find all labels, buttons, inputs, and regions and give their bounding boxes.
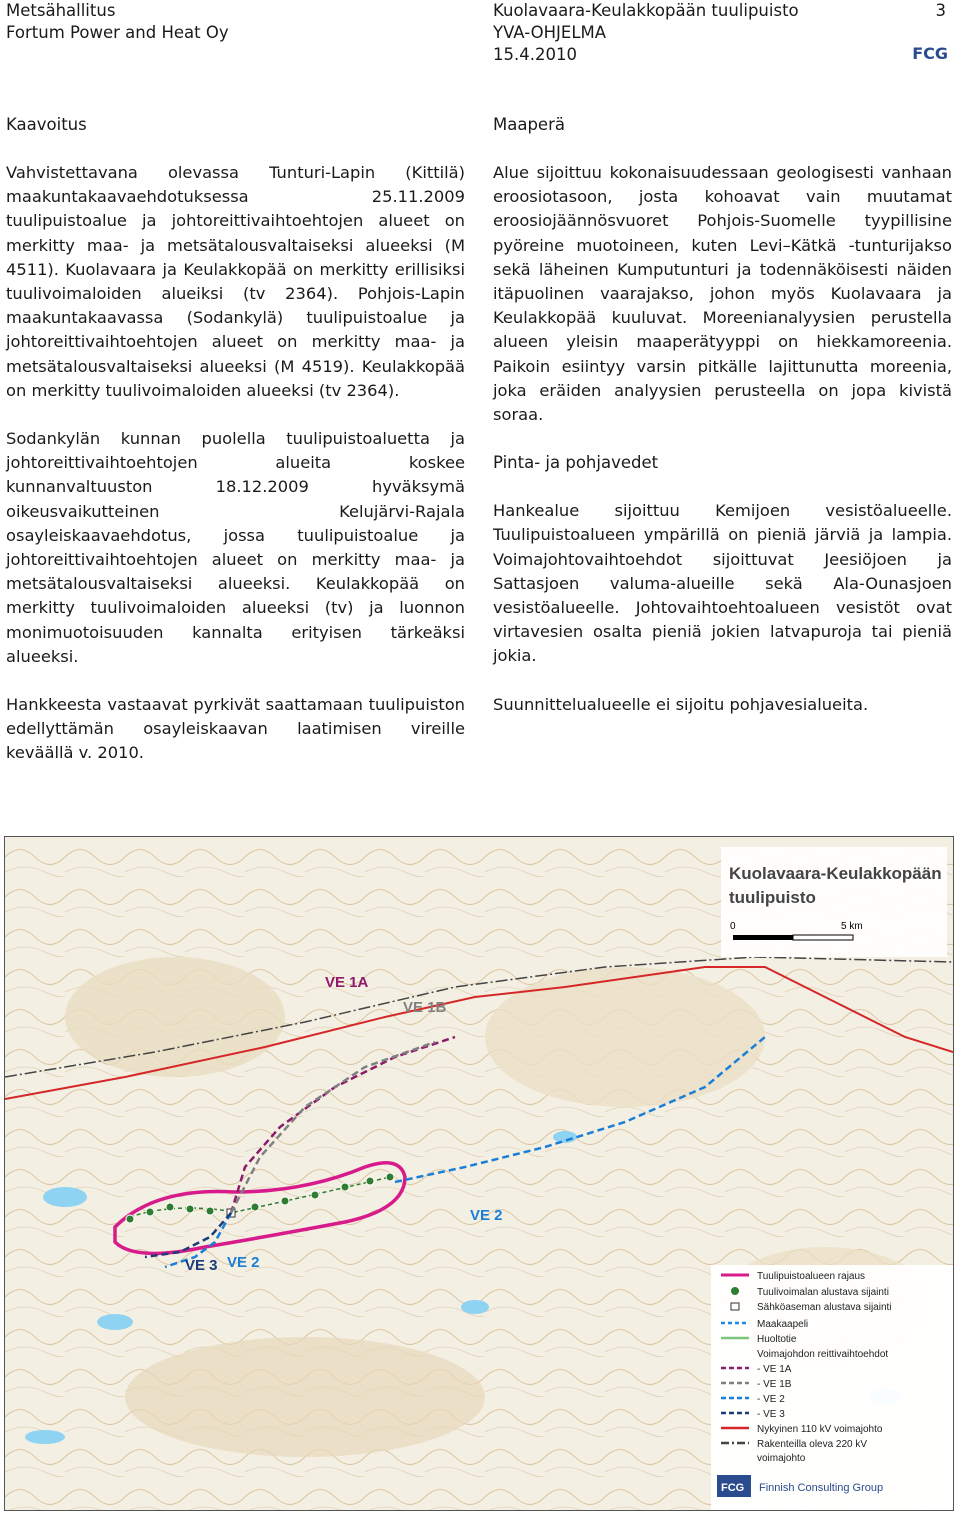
paragraph: Suunnittelualueelle ei sijoitu pohjavesialueita. [493,694,869,714]
section-heading-vedet: Pinta- ja pohjavedet [493,453,659,473]
turbine-icon [311,1191,319,1199]
legend-turbine-icon [731,1287,739,1295]
legend-label: Voimajohdon reittivaihtoehdot [757,1349,889,1360]
map-title-box [721,847,947,957]
turbine-icon [166,1203,174,1211]
company-name: Finnish Consulting Group [759,1482,884,1494]
lake [43,1187,87,1207]
map-title-line2: tuulipuisto [729,888,816,907]
legend-substation-icon [731,1303,739,1310]
section-heading-kaavoitus: Kaavoitus [6,115,87,134]
legend-label: Huoltotie [757,1334,797,1345]
legend-label: Tuulivoimalan alustava sijainti [757,1287,889,1298]
label-ve3: VE 3 [185,1257,218,1274]
lake [97,1314,133,1330]
label-ve1a: VE 1A [325,974,369,991]
turbine-icon [281,1197,289,1205]
turbine-icon [186,1205,194,1213]
turbine-icon [251,1203,259,1211]
hill-shading [485,967,765,1107]
legend-label: Sähköaseman alustava sijainti [757,1302,892,1313]
scale-end: 5 km [841,921,863,932]
header-project: Kuolavaara-Keulakkopään tuulipuisto [493,1,799,20]
project-map [4,836,954,1511]
turbine-icon [126,1215,134,1223]
header-org: Metsähallitus [6,1,116,20]
right-column [493,113,952,741]
paragraph: Vahvistettavana olevassa Tunturi-Lapin (Kittilä) maakuntakaavaehdotuksessa 25.11.2009 tuulipuistoalue ja johtoreittivaihtoehtojen alueet on merkitty maa- ja metsätalousvaltaiseksi alueeksi (M 4511). Kuolavaara ja Keulakkopää on merkitty erillisiksi tuulivoimaloiden alueiksi (tv 2364). Pohjois-Lapin maakuntakaavassa (Sodankylä) tuulipuistoalue ja johtoreittivaihtoehtojen alueet on merkitty maa- ja metsätalousvaltaiseksi alueeksi (M 4519). Keulakkopää on merkitty tuulivoimaloiden alueeksi (tv 2364). [6,163,465,400]
hill-shading [65,957,285,1077]
lake [461,1300,489,1314]
header-middle [493,0,799,66]
legend-label: Tuulipuistoalueen rajaus [757,1271,866,1282]
lake [25,1430,65,1444]
legend-label: - VE 1A [757,1364,792,1375]
legend-label: Nykyinen 110 kV voimajohto [757,1424,883,1435]
scale-start: 0 [730,921,736,932]
label-ve2-west: VE 2 [227,1254,260,1271]
map-title-line1: Kuolavaara-Keulakkopään [729,864,942,883]
legend-label: - VE 3 [757,1409,785,1420]
section-heading-maapera: Maaperä [493,115,565,134]
legend-label: Maakaapeli [757,1319,809,1330]
paragraph: Hankkeesta vastaavat pyrkivät saattamaan tuulipuiston edellyttämän osayleiskaavan laatimisen vireille keväällä v. 2010. [6,695,465,763]
header-left [6,0,229,44]
paragraph: Alue sijoittuu kokonaisuudessaan geologisesti vanhaan eroosiotasoon, josta kohoavat vain muutamat eroosiojäännösvuoret Pohjois-Suomelle tyypillisine pyöreine muotoineen, kuten Levi–Kätkä -tunturijakso sekä läheinen Kumputunturi ja todennäköisesti näiden itäpuolinen vaarajakso, johon myös Kuolavaara ja Keulakkopää kuuluvat. Moreenianalyysien perustella alueen yleisin maaperätyyppi on hiekkamoreenia. Paikoin esiintyy varsin pitkälle lajittunutta moreenia, joka eräiden analyysien perusteella on jopa kivistä soraa. [493,163,952,425]
fcg-logo: FCG [912,44,948,63]
footer-logo-text: FCG [721,1482,745,1494]
turbine-icon [366,1177,374,1185]
page-number: 3 [935,1,946,20]
legend-label: - VE 2 [757,1394,785,1405]
map-canvas [5,837,953,1510]
turbine-icon [341,1183,349,1191]
lake [553,1131,577,1143]
legend-label: voimajohto [757,1453,806,1464]
turbine-icon [386,1173,394,1181]
turbine-icon [206,1207,214,1215]
label-ve2-east: VE 2 [470,1207,503,1224]
header-company: Fortum Power and Heat Oy [6,23,229,42]
label-ve1b: VE 1B [403,999,447,1016]
legend-label: Rakenteilla oleva 220 kV [757,1439,868,1450]
hill-shading [125,1337,485,1457]
turbine-icon [146,1208,154,1216]
paragraph: Hankealue sijoittuu Kemijoen vesistöalueelle. Tuulipuistoalueen ympärillä on pieniä järviä ja lampia. Voimajohtovaihtoehdot sijoittuvat Jeesiöjoen ja Sattasjoen valuma-alueille sekä Ala-Ounasjoen vesistöalueelle. Johtovaihtoehtoalueen vesistöt ovat virtavesien osalta pieniä jokien latvapuroja tai pieniä jokia. [493,501,952,666]
map-legend [711,1265,953,1510]
header-doc-type: YVA-OHJELMA [493,23,607,42]
left-column [6,113,465,790]
legend-label: - VE 1B [757,1379,792,1390]
header-date: 15.4.2010 [493,45,577,64]
paragraph: Sodankylän kunnan puolella tuulipuistoaluetta ja johtoreittivaihtoehtojen alueita koskee kunnanvaltuuston 18.12.2009 hyväksymä oikeusvaikutteinen Kelujärvi-Rajala osayleiskaavaehdotus, jossa tuulipuistoalue ja johtoreittivaihtoehtojen alueet on merkitty maa- ja metsätalousvaltaiseksi alueeksi. Keulakkopää on merkitty tuulivoimaloiden alueeksi (tv) ja luonnon monimuotoisuuden kannalta erityisen tärkeäksi alueeksi. [6,429,465,666]
